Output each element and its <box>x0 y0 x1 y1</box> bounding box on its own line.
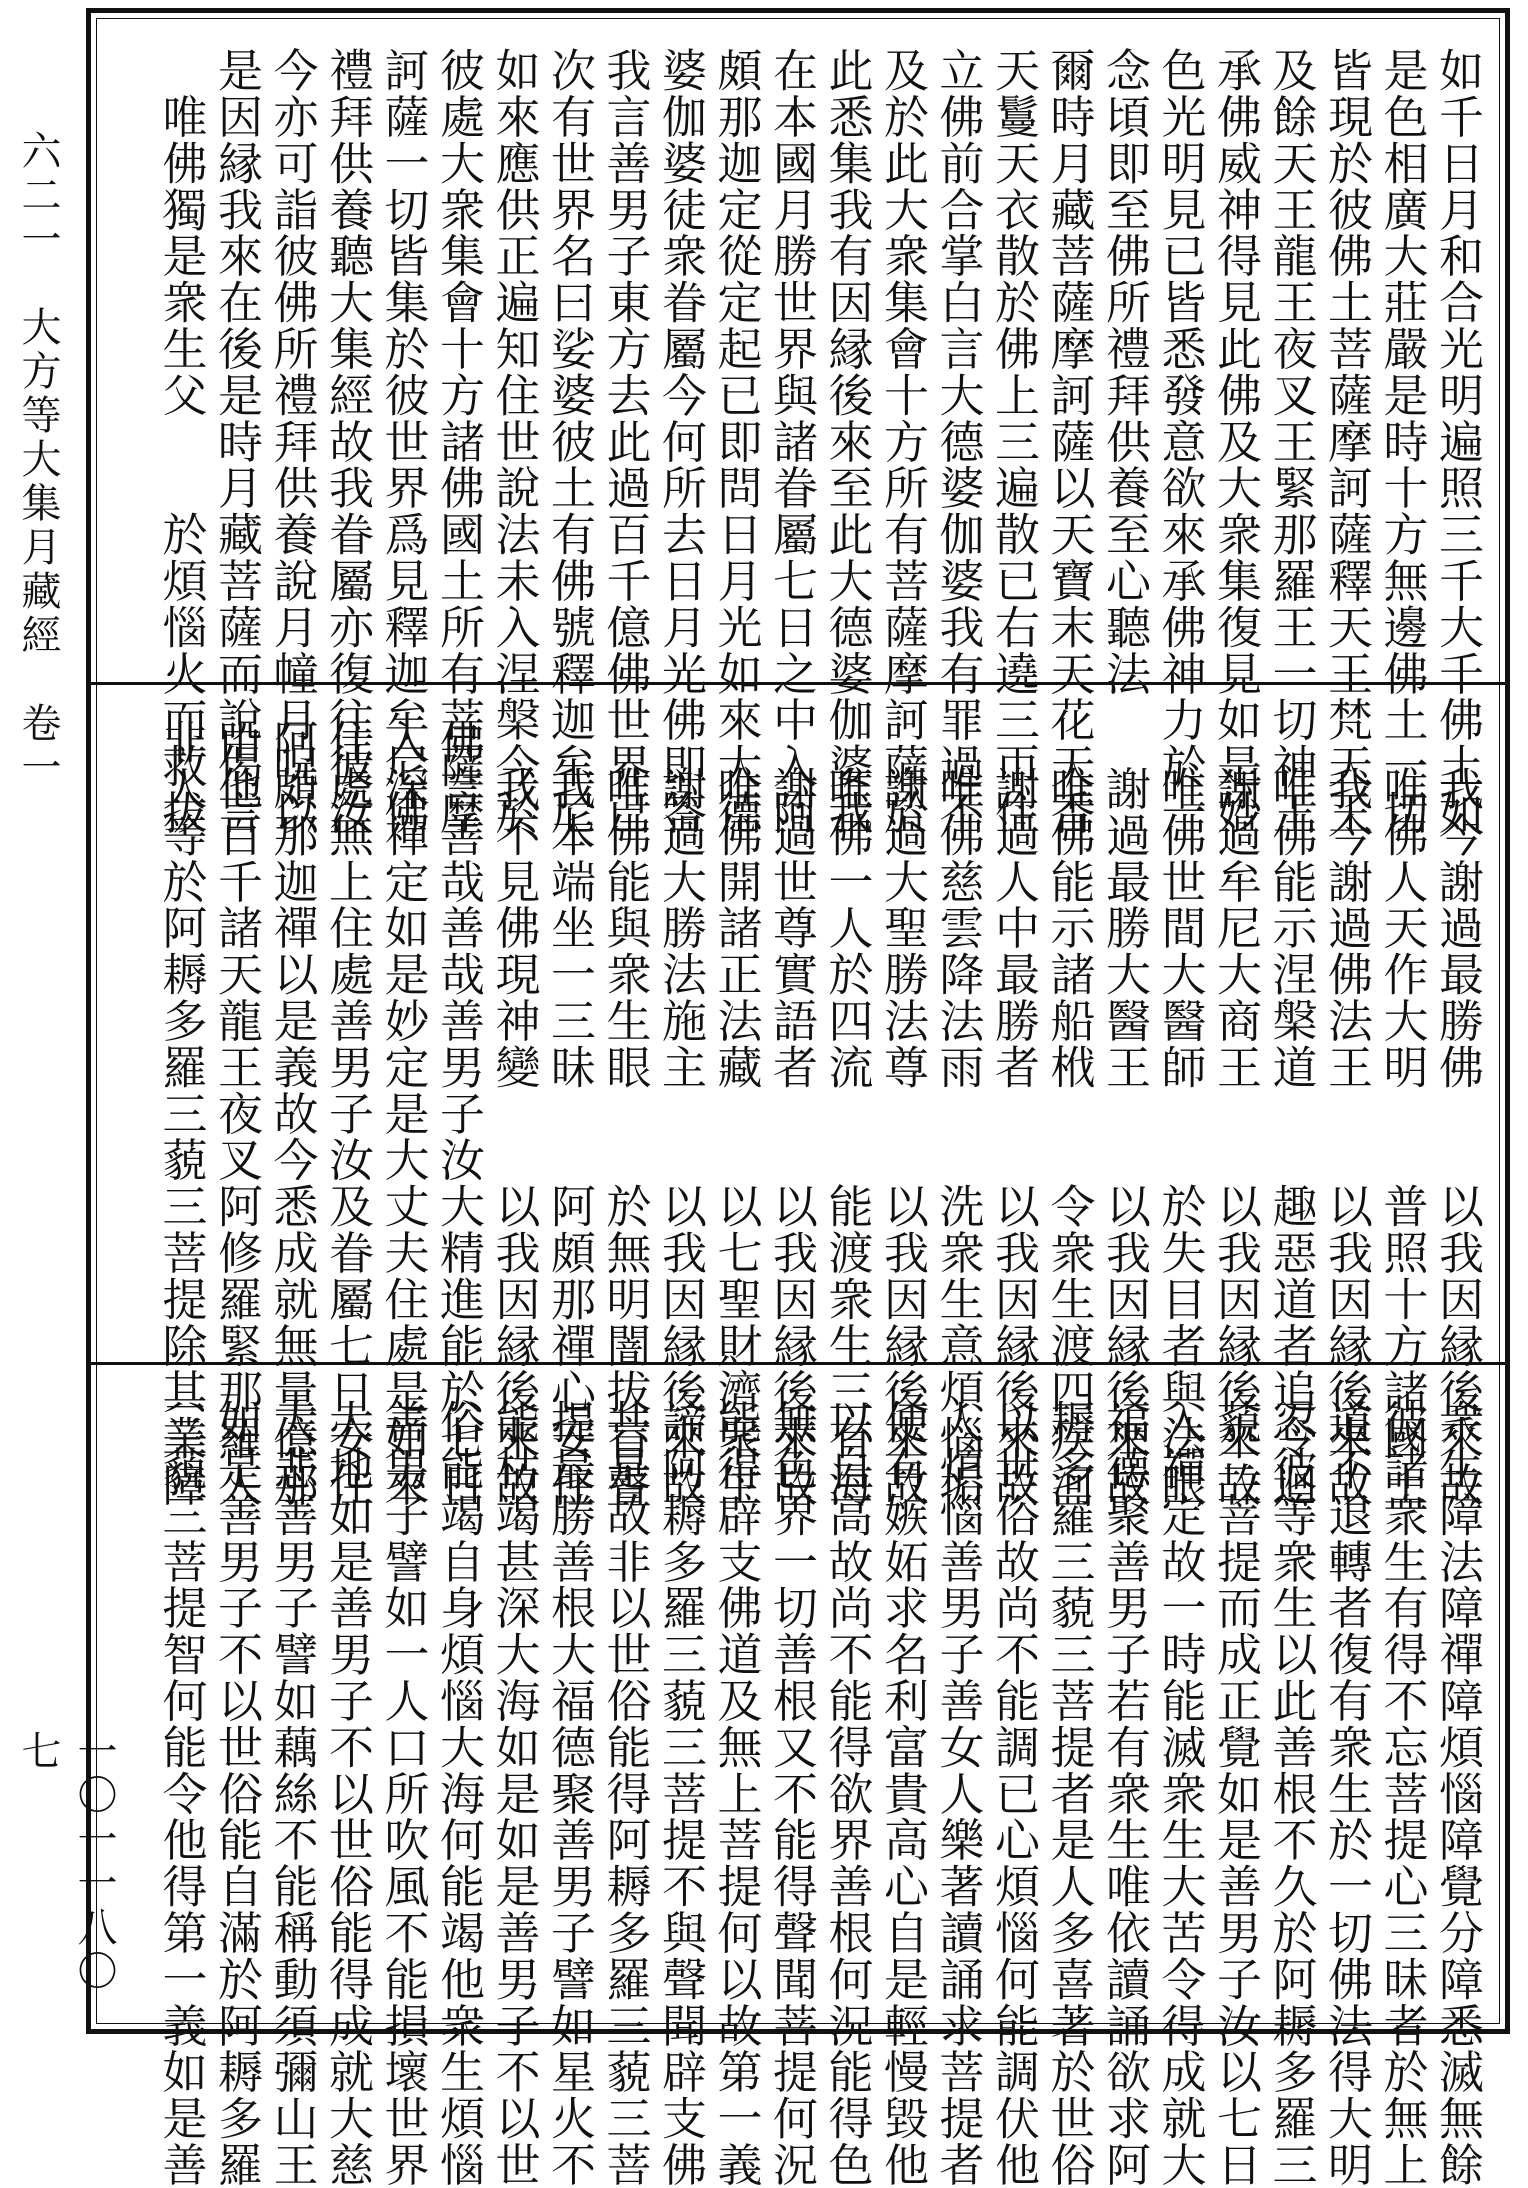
text-column: 是因縁我來在後是時月藏菩薩而說偈言 <box>210 47 263 836</box>
text-column: 唯佛人天作大明 普照十方諸國土 <box>1375 719 1429 1508</box>
text-column: 在本國月勝世界與諸眷屬七日之中入阿 <box>765 47 818 836</box>
text-frame <box>86 8 1510 2188</box>
text-column: 彼處大衆集會十方諸佛國土所有菩薩摩 <box>432 47 485 836</box>
text-column: 藐三菩提而成正覺如是善男子汝以七日 <box>1209 1399 1262 2188</box>
text-column: 唯佛能示諸船栰 令衆生渡四疾河 <box>1042 719 1096 1508</box>
scripture-title: 六二一 大方等大集月藏經 卷一 <box>15 130 61 790</box>
text-column: 謝過最勝大醫王 以我因縁後來故 <box>1098 719 1151 1508</box>
text-column: 唯佛獨是衆生父 於煩惱火而救拔 <box>154 47 208 836</box>
text-column: 禮拜供養聽大集經故我眷屬亦復往彼汝 <box>321 47 374 836</box>
text-column: 佛言善哉善哉善男子汝大精進能於七日 <box>432 719 485 1508</box>
text-column: 天鬘天衣散於佛上三遍散已右遶三帀住 <box>987 47 1040 836</box>
text-column: 及餘天王龍王夜叉王緊那羅王一切神王 <box>1264 47 1318 836</box>
text-column: 今亦可詣彼佛所禮拜供養說月幢月呪以 <box>265 47 319 836</box>
text-column: 福德聚善男子若有衆生唯依讀誦欲求阿 <box>1098 1399 1151 2188</box>
text-column: 次有世界名曰娑婆彼土有佛號釋迦牟尼 <box>543 47 596 836</box>
text-column: 由他百千諸天龍王夜叉阿修羅緊那羅人 <box>210 719 263 1508</box>
text-column: 謝過人中最勝者 以我因縁後來故 <box>987 719 1040 1508</box>
text-column: 非人等於阿耨多羅三藐三菩提除其業障 <box>154 719 208 1508</box>
text-column: 我不見佛現神變 以我因縁後來故 <box>487 719 541 1508</box>
text-column: 提最勝善根大福德聚善男子譬如星火不 <box>543 1399 596 2188</box>
text-column: 大悲善男子譬如藕絲不能稱動須彌山王 <box>265 1399 319 2188</box>
register-top <box>91 13 1505 836</box>
text-column: 及於此大衆集會十方所有菩薩摩訶薩於 <box>876 47 929 836</box>
text-column: 謝過大勝法施主 以我因縁後來故 <box>654 719 707 1508</box>
text-column: 我今謝過最勝佛 以我因縁後來故 <box>1431 719 1484 1508</box>
text-column: 爾時月藏菩薩摩訶薩以天寶末天花天香 <box>1042 47 1096 836</box>
text-column: 彼諸衆生有得不忘菩提心三昧者於無上 <box>1375 1399 1429 2188</box>
text-column: 我本端坐一三昧 阿頗那禪心安住 <box>543 719 596 1508</box>
text-column: 婆伽婆徒衆眷屬今何所去日月光佛即答 <box>654 47 707 836</box>
text-column: 俗能竭自身煩惱大海何能竭他衆生煩惱 <box>432 1399 485 2188</box>
register-middle <box>91 685 1505 1508</box>
text-column: 入禪定故一時能滅衆生大苦令得成就大 <box>1153 1399 1207 2188</box>
text-column: 以世俗故尚不能調已心煩惱何能調伏他 <box>987 1399 1040 2188</box>
text-column: 我今謝過佛法王 以我因縁後來故 <box>1320 719 1373 1508</box>
text-column: 色光明見已皆悉發意欲來承佛神力於一 <box>1153 47 1207 836</box>
text-column: 謝過大聖勝法尊 以我因縁後來故 <box>876 719 929 1508</box>
text-column: 立佛前合掌白言大德婆伽婆我有罪過不 <box>931 47 985 836</box>
text-column: 耨多羅三藐三菩提者是人多喜著於世俗 <box>1042 1399 1096 2188</box>
text-column: 皆現於彼佛土菩薩摩訶薩釋天王梵天王 <box>1320 47 1373 836</box>
text-column: 唯佛慈雲降法雨 洗衆生意煩惱垢 <box>931 719 985 1508</box>
text-column: 忍彼等衆生以此善根不久於阿耨多羅三 <box>1264 1399 1318 2188</box>
text-column: 訶薩一切皆集於彼世界爲見釋迦牟尼佛 <box>376 47 430 836</box>
text-column: 唯佛世間大醫師 於失目者與法眼 <box>1153 719 1207 1508</box>
text-column: 人煩惱善男子善女人樂著讀誦求菩提者 <box>931 1399 985 2188</box>
text-column: 唯佛一人於四流 能渡衆生三有海 <box>820 719 874 1508</box>
text-column: 共是故非以世俗能得阿耨多羅三藐三菩 <box>598 1399 652 2188</box>
text-column: 我言善男子東方去此過百千億佛世界已 <box>598 47 652 836</box>
text-column: 此悉集我有因縁後來至此大德婆伽婆我 <box>820 47 874 836</box>
text-column: 唯佛能示涅槃道 趣惡道者追令迴 <box>1264 719 1318 1508</box>
text-column: 唯佛能與衆生眼 於無明闇拔盲瞽 <box>598 719 652 1508</box>
text-column: 便有嫉妬求名利富貴高心自是輕慢毀他 <box>876 1399 929 2188</box>
register-bottom <box>91 1365 1505 2188</box>
text-column: 三藐三菩提智何能令他得第一義如是善 <box>154 1399 208 2188</box>
text-column: 唯佛開諸正法藏 以七聖財濟衆生 <box>709 719 763 1508</box>
text-column: 謝過牟尼大商王 以我因縁後來故 <box>1209 719 1262 1508</box>
text-column: 善男子譬如一人口所吹風不能損壞世界 <box>376 1399 430 2188</box>
text-column: 衆生障法障禪障煩惱障覺分障悉滅無餘 <box>1431 1399 1484 2188</box>
page-margin <box>10 130 117 2030</box>
text-column: 大地如是善男子不以世俗能得成就大慈 <box>321 1399 374 2188</box>
text-column: 以自高故尚不能得欲界善根何況能得色 <box>820 1399 874 2188</box>
text-column: 如千日月和合光明遍照三千大千佛土如 <box>1431 47 1484 836</box>
text-column: 入深禪定如是妙定是大丈夫住處是如來 <box>376 719 430 1508</box>
text-column: 是色相廣大莊嚴是時十方無邊佛土一切 <box>1375 47 1429 836</box>
text-column: 謝過世尊實語者 以我因縁後來故 <box>765 719 818 1508</box>
folio-number: 一〇一一八〇七 <box>15 1730 117 1994</box>
text-column: 能枯竭甚深大海如是如是善男子不以世 <box>487 1399 541 2188</box>
text-column: 承佛威神得見此佛及大衆集復見如是妙 <box>1209 47 1262 836</box>
text-column: 道不退轉者復有衆生於一切佛法得大明 <box>1320 1399 1373 2188</box>
text-column: 住處無上住處善男子汝及眷屬七日安住 <box>321 719 374 1508</box>
text-column: 阿頗那迦禪以是義故今悉成就無量億那 <box>265 719 319 1508</box>
text-column: 念頃即至佛所禮拜供養至心聽法 <box>1098 47 1151 697</box>
text-column: 如來應供正遍知住世說法未入涅槃今於 <box>487 47 541 836</box>
text-column: 諦阿耨多羅三藐三菩提不與聲聞辟支佛 <box>654 1399 707 2188</box>
text-column: 無色界一切善根又不能得聲聞菩提何況 <box>765 1399 818 2188</box>
text-column: 頗那迦定從定起已即問日月光如來大德 <box>709 47 763 836</box>
text-column: 如是善男子不以世俗能自滿於阿耨多羅 <box>210 1399 263 2188</box>
text-column: 能得辟支佛道及無上菩提何以故第一義 <box>709 1399 763 2188</box>
